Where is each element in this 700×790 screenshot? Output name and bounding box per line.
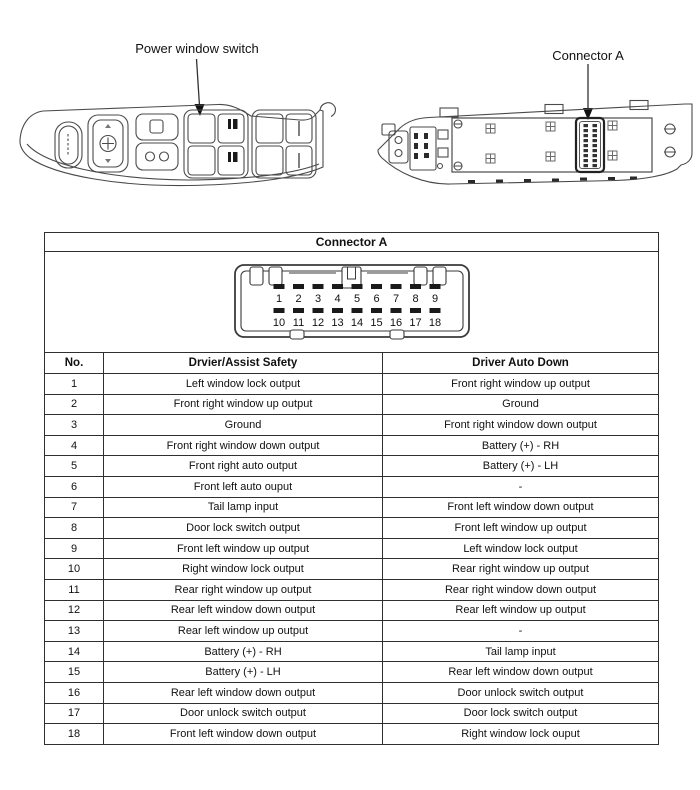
svg-text:11: 11 — [292, 317, 304, 329]
cell-auto-down: Tail lamp input — [383, 641, 659, 662]
cell-auto-down: Left window lock output — [383, 538, 659, 559]
svg-text:8: 8 — [411, 293, 419, 305]
table-row — [45, 435, 659, 456]
cell-assist: Door unlock switch output — [104, 703, 383, 724]
cell-assist: Battery (+) - LH — [104, 662, 383, 683]
cell-assist: Front left window up output — [104, 538, 383, 559]
table-row — [45, 538, 659, 559]
cell-auto-down: Door lock switch output — [383, 703, 659, 724]
cell-no: 17 — [45, 703, 104, 724]
svg-text:13: 13 — [330, 317, 344, 329]
cell-auto-down: Rear right window down output — [383, 579, 659, 600]
cell-assist: Rear left window down output — [104, 600, 383, 621]
cell-no: 7 — [45, 497, 104, 518]
table-row — [45, 497, 659, 518]
table-row — [45, 641, 659, 662]
cell-auto-down: - — [383, 621, 659, 642]
cell-no: 8 — [45, 518, 104, 539]
cell-assist: Door lock switch output — [104, 518, 383, 539]
cell-assist: Front right window down output — [104, 435, 383, 456]
table-row — [45, 518, 659, 539]
svg-text:5: 5 — [353, 293, 360, 305]
cell-no: 9 — [45, 538, 104, 559]
switch-glyphs — [228, 119, 238, 162]
cell-assist: Rear right window up output — [104, 579, 383, 600]
cell-assist: Ground — [104, 415, 383, 436]
cell-auto-down: Front left window up output — [383, 518, 659, 539]
svg-text:2: 2 — [294, 293, 302, 305]
boss-marks — [486, 121, 617, 163]
cell-auto-down: Front left window down output — [383, 497, 659, 518]
cell-auto-down: Battery (+) - LH — [383, 456, 659, 477]
cell-assist: Right window lock output — [104, 559, 383, 580]
cell-assist: Front right auto output — [104, 456, 383, 477]
svg-text:7: 7 — [392, 293, 399, 305]
cell-assist: Battery (+) - RH — [104, 641, 383, 662]
svg-text:1: 1 — [275, 293, 282, 305]
cell-assist: Left window lock output — [104, 374, 383, 395]
table-row — [45, 703, 659, 724]
connector-a-socket — [576, 118, 604, 172]
svg-text:15: 15 — [369, 317, 383, 329]
svg-text:14: 14 — [350, 317, 363, 329]
cell-auto-down: Battery (+) - RH — [383, 435, 659, 456]
cell-assist: Front left auto ouput — [104, 476, 383, 497]
table-row — [45, 394, 659, 415]
table-row — [45, 374, 659, 395]
cell-no: 16 — [45, 682, 104, 703]
cell-auto-down: Ground — [383, 394, 659, 415]
cell-no: 11 — [45, 579, 104, 600]
table-row — [45, 682, 659, 703]
cell-auto-down: Front right window up output — [383, 374, 659, 395]
cell-no: 4 — [45, 435, 104, 456]
cell-auto-down: Door unlock switch output — [383, 682, 659, 703]
svg-text:16: 16 — [389, 317, 402, 329]
svg-text:4: 4 — [333, 293, 341, 305]
col-header-driver-assist-safety: Drvier/Assist Safety — [104, 353, 383, 374]
table-title: Connector A — [45, 233, 659, 252]
connector-pin-diagram-cell — [45, 252, 659, 353]
table-row — [45, 621, 659, 642]
svg-text:6: 6 — [372, 293, 380, 305]
cell-assist: Rear left window up output — [104, 621, 383, 642]
cell-no: 10 — [45, 559, 104, 580]
svg-text:17: 17 — [408, 317, 422, 329]
table-row — [45, 724, 659, 745]
cell-auto-down: Rear left window down output — [383, 662, 659, 683]
connector-a-drawing — [368, 96, 700, 196]
svg-text:9: 9 — [431, 293, 438, 305]
cell-assist: Front right window up output — [104, 394, 383, 415]
cell-no: 15 — [45, 662, 104, 683]
cell-auto-down: Front right window down output — [383, 415, 659, 436]
power-window-switch-label: Power window switch — [135, 41, 259, 56]
cell-no: 5 — [45, 456, 104, 477]
svg-text:12: 12 — [311, 317, 324, 329]
cell-no: 3 — [45, 415, 104, 436]
cell-no: 14 — [45, 641, 104, 662]
table-row — [45, 662, 659, 683]
svg-text:3: 3 — [314, 293, 321, 305]
cell-no: 18 — [45, 724, 104, 745]
table-row — [45, 456, 659, 477]
connector-a-label: Connector A — [552, 48, 624, 63]
table-row — [45, 476, 659, 497]
power-window-switch-drawing — [12, 96, 352, 200]
cell-auto-down: Rear right window up output — [383, 559, 659, 580]
table-row — [45, 559, 659, 580]
col-header-no: No. — [45, 353, 104, 374]
cell-auto-down: Right window lock ouput — [383, 724, 659, 745]
connector-pin-diagram — [234, 260, 470, 344]
cell-auto-down: Rear left window up output — [383, 600, 659, 621]
cell-no: 2 — [45, 394, 104, 415]
table-row — [45, 579, 659, 600]
cell-assist: Front left window down output — [104, 724, 383, 745]
cell-no: 12 — [45, 600, 104, 621]
cell-auto-down: - — [383, 476, 659, 497]
cell-no: 1 — [45, 374, 104, 395]
table-row — [45, 600, 659, 621]
cell-no: 13 — [45, 621, 104, 642]
svg-text:10: 10 — [272, 317, 285, 329]
table-row — [45, 415, 659, 436]
connector-a-pinout-table — [44, 232, 659, 745]
svg-text:18: 18 — [428, 317, 441, 329]
cell-no: 6 — [45, 476, 104, 497]
cell-assist: Rear left window down output — [104, 682, 383, 703]
col-header-driver-auto-down: Driver Auto Down — [383, 353, 659, 374]
cell-assist: Tail lamp input — [104, 497, 383, 518]
